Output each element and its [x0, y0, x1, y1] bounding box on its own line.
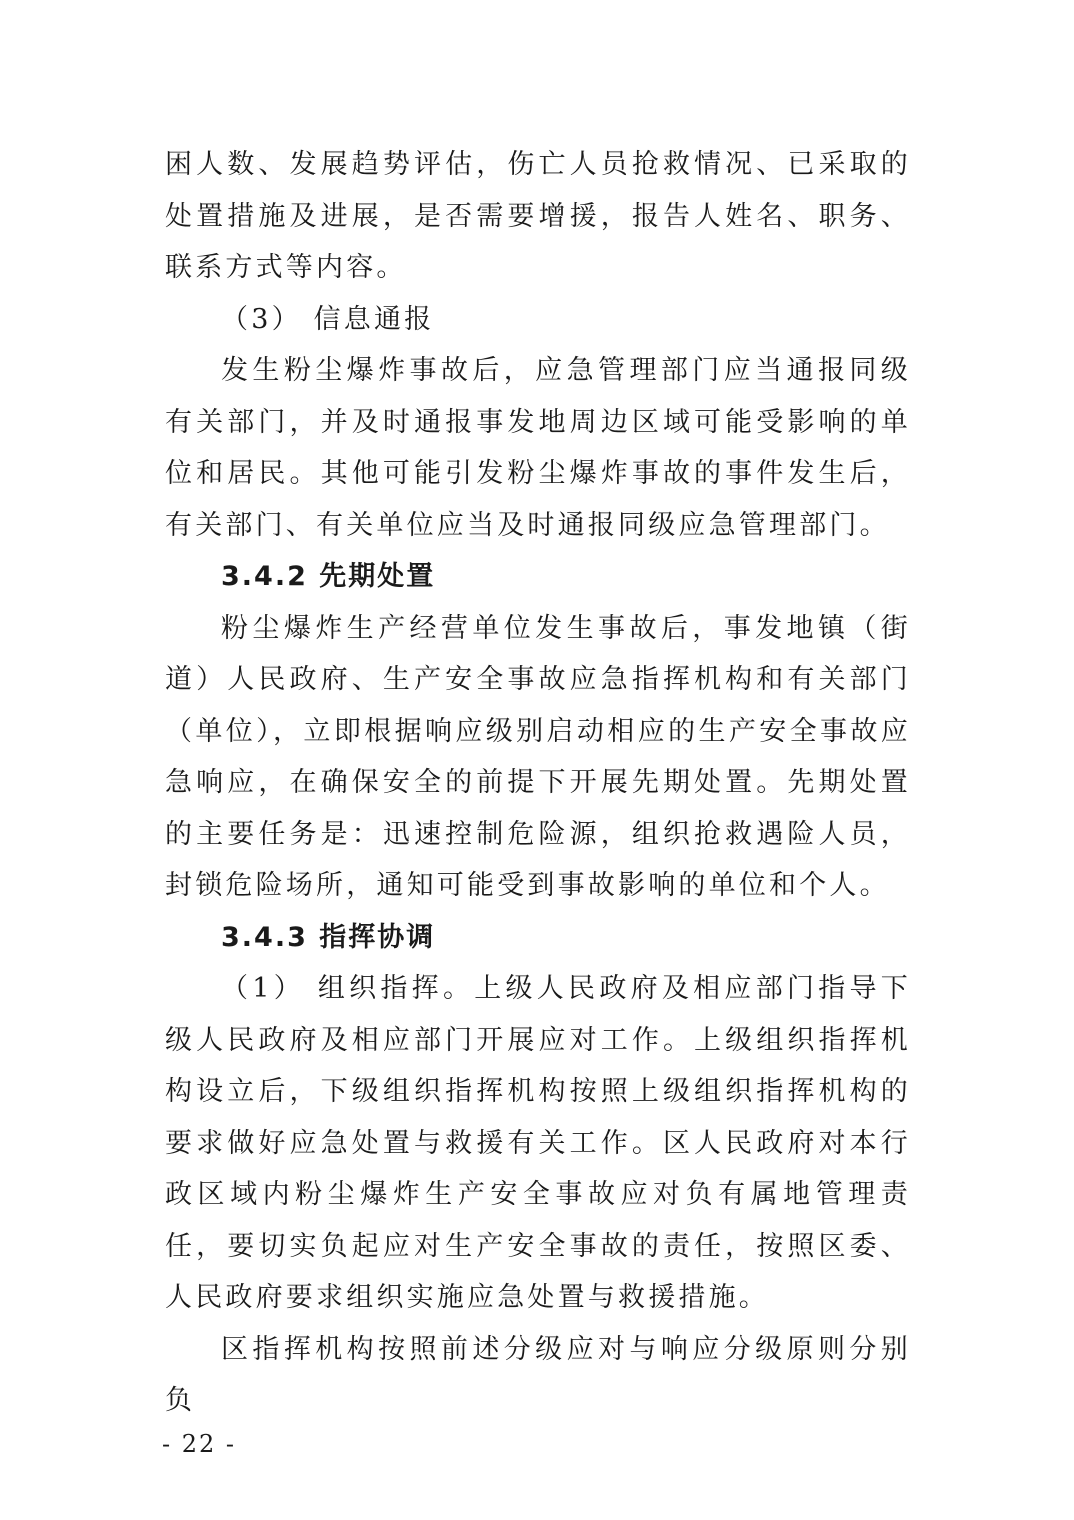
section-heading-3-4-2: 3.4.2 先期处置: [221, 561, 436, 592]
paragraph-initial-response: 粉尘爆炸生产经营单位发生事故后，事发地镇（街道）人民政府、生产安全事故应急指挥机构和有关部门（单位），立即根据响应级别启动相应的生产安全事故应急响应，在确保安全的前提下开展先期处置。先期处置的主要任务是：迅速控制危险源，组织抢救遇险人员，封锁危险场所，通知可能受到事故影响的单位和个人。: [165, 612, 911, 901]
paragraph-info-notification: 发生粉尘爆炸事故后，应急管理部门应当通报同级有关部门，并及时通报事发地周边区域可能受影响的单位和居民。其他可能引发粉尘爆炸事故的事件发生后，有关部门、有关单位应当及时通报同级应急管理部门。: [165, 355, 911, 541]
paragraph-command-organization: （1） 组织指挥。上级人民政府及相应部门指导下级人民政府及相应部门开展应对工作。上级组织指挥机构设立后，下级组织指挥机构按照上级组织指挥机构的要求做好应急处置与救援有关工作。区人民政府对本行政区域内粉尘爆炸生产安全事故应对负有属地管理责任，要切实负起应对生产安全事故的责任，按照区委、人民政府要求组织实施应急处置与救援措施。: [165, 973, 911, 1313]
paragraph-continuation: 困人数、发展趋势评估，伤亡人员抢救情况、已采取的处置措施及进展，是否需要增援，报告人姓名、职务、联系方式等内容。: [165, 149, 911, 283]
subheading-info-notification: （3） 信息通报: [221, 303, 435, 335]
paragraph-district-command: 区指挥机构按照前述分级应对与响应分级原则分别负: [165, 1333, 911, 1416]
page-number: - 22 -: [162, 1430, 237, 1458]
body-text: [165, 139, 911, 1427]
section-heading-3-4-3: 3.4.3 指挥协调: [221, 921, 436, 953]
